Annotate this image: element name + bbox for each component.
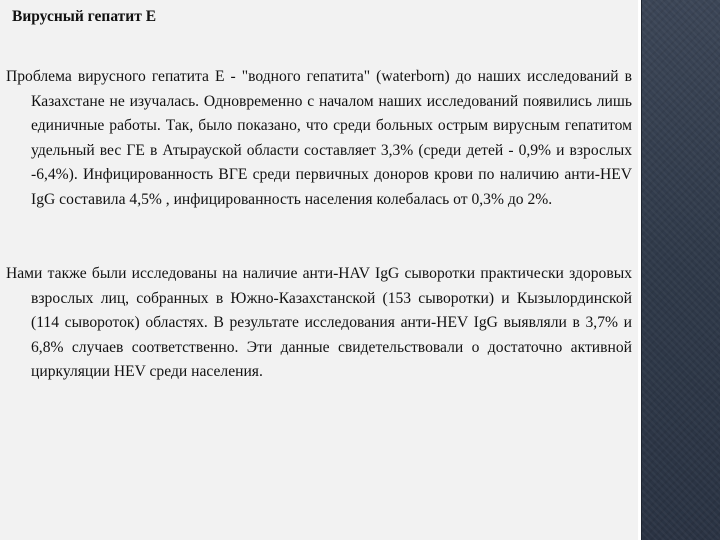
side-panel-edge xyxy=(641,0,642,540)
decorative-side-panel xyxy=(641,0,720,540)
slide-title: Вирусный гепатит Е xyxy=(12,8,157,25)
paragraph-1: Проблема вирусного гепатита Е - "водного гепатита" (waterborn) до наших исследований в Казахстане не изучалась. Одновременно с началом наших исследований появились лишь единичные работы. Так, было показано, что среди больных острым вирусным гепатитом удельный вес ГЕ в Атырауской области составляет 3,3% (среди детей - 0,9% и взрослых -6,4%). Инфицированность ВГЕ среди первичных доноров крови по наличию анти-HEV IgG составила 4,5% , инфицированность населения колебалась от 0,3% до 2%. xyxy=(6,68,632,208)
paragraph-2: Нами также были исследованы на наличие анти-HAV IgG сыворотки практически здоровых взрослых лиц, собранных в Южно-Казахстанской (153 сыворотки) и Кызылординской (114 сывороток) областях. В результате исследования анти-HEV IgG выявляли в 3,7% и 6,8% случаев соответственно. Эти данные свидетельствовали о достаточно активной циркуляции HEV среди населения. xyxy=(6,265,632,381)
